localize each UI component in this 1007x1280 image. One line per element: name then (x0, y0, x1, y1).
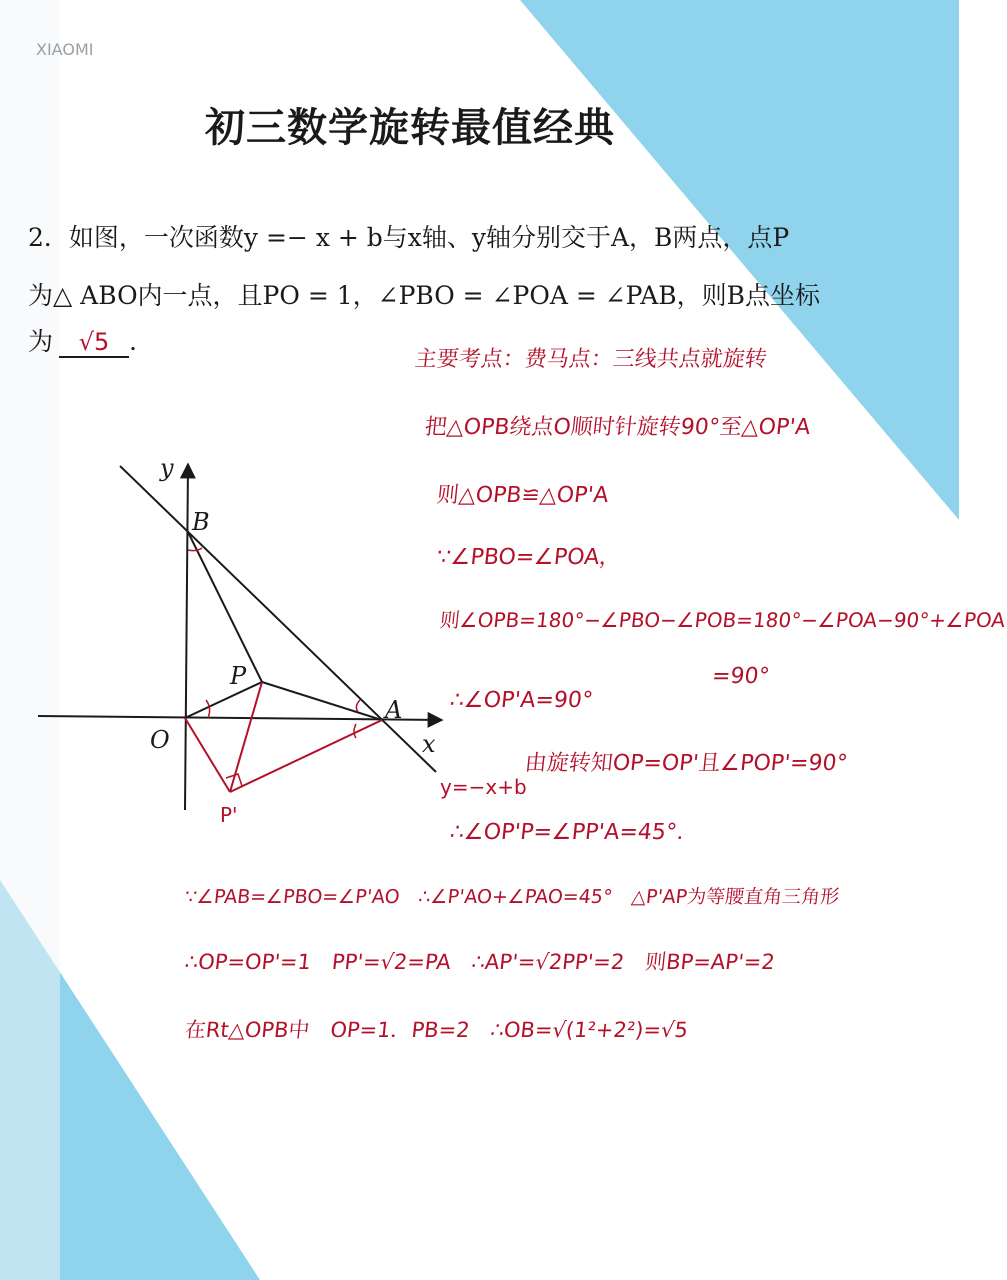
solution-line-angle-opb: 则∠OPB=180°−∠PBO−∠POB=180°−∠POA−90°+∠POA (438, 608, 1007, 632)
solution-line-congruent: 则△OPB≌△OP'A (435, 483, 610, 508)
label-P: P (230, 662, 247, 690)
solution-line-ninety: =90° (710, 664, 771, 689)
label-y: y (160, 454, 174, 482)
label-Pprime: P' (220, 803, 238, 827)
question-line-3 (28, 322, 137, 358)
angle-mark-A-lower (354, 724, 356, 738)
solution-line-lengths: ∴OP=OP'=1 PP'=√2=PA ∴AP'=√2PP'=2 则BP=AP'=2 (183, 950, 776, 974)
question-line-2: 为△ ABO内一点，且PO = 1，∠PBO = ∠POA = ∠PAB，则B点坐标 (28, 281, 820, 310)
label-A: A (385, 696, 403, 724)
solution-line-opa: ∴∠OP'A=90° (448, 688, 595, 713)
label-B: B (192, 508, 210, 536)
segment-BP (187, 530, 262, 682)
side-watermark: XIAOMI (36, 40, 94, 59)
handwritten-answer: √5 (59, 328, 129, 358)
solution-line-isosceles: ∵∠PAB=∠PBO=∠P'AO ∴∠P'AO+∠PAO=45° △P'AP为等腰直角三角形 (183, 886, 841, 908)
solution-line-given: ∵∠PBO=∠POA， (435, 545, 623, 570)
solution-line-45: ∴∠OP'P=∠PP'A=45°. (448, 820, 686, 845)
question-line-3-prefix: 为 (28, 327, 54, 356)
label-line-equation: y=−x+b (440, 775, 527, 799)
solution-line-key-point: 主要考点：费马点：三线共点就旋转 (413, 347, 769, 372)
page-title: 初三数学旋转最值经典 (205, 105, 615, 151)
solution-line-result: 在Rt△OPB中 OP=1．PB=2 ∴OB=√(1²+2²)=√5 (183, 1018, 690, 1042)
segment-PprimeA (230, 720, 382, 792)
label-O: O (150, 726, 170, 754)
question-line-1: 2．如图，一次函数y =− x + b与x轴、y轴分别交于A，B两点，点P (28, 223, 790, 252)
solution-line-rotation-fact: 由旋转知OP=OP'且∠POP'=90° (523, 751, 849, 776)
solution-line-rotate: 把△OPB绕点O顺时针旋转90°至△OP'A (423, 415, 812, 440)
label-x: x (422, 730, 436, 758)
angle-mark-A-upper (356, 700, 360, 712)
question-line-3-suffix: . (129, 327, 137, 356)
segment-OP (185, 682, 262, 718)
y-axis (185, 464, 188, 810)
segment-OPprime (185, 718, 230, 792)
